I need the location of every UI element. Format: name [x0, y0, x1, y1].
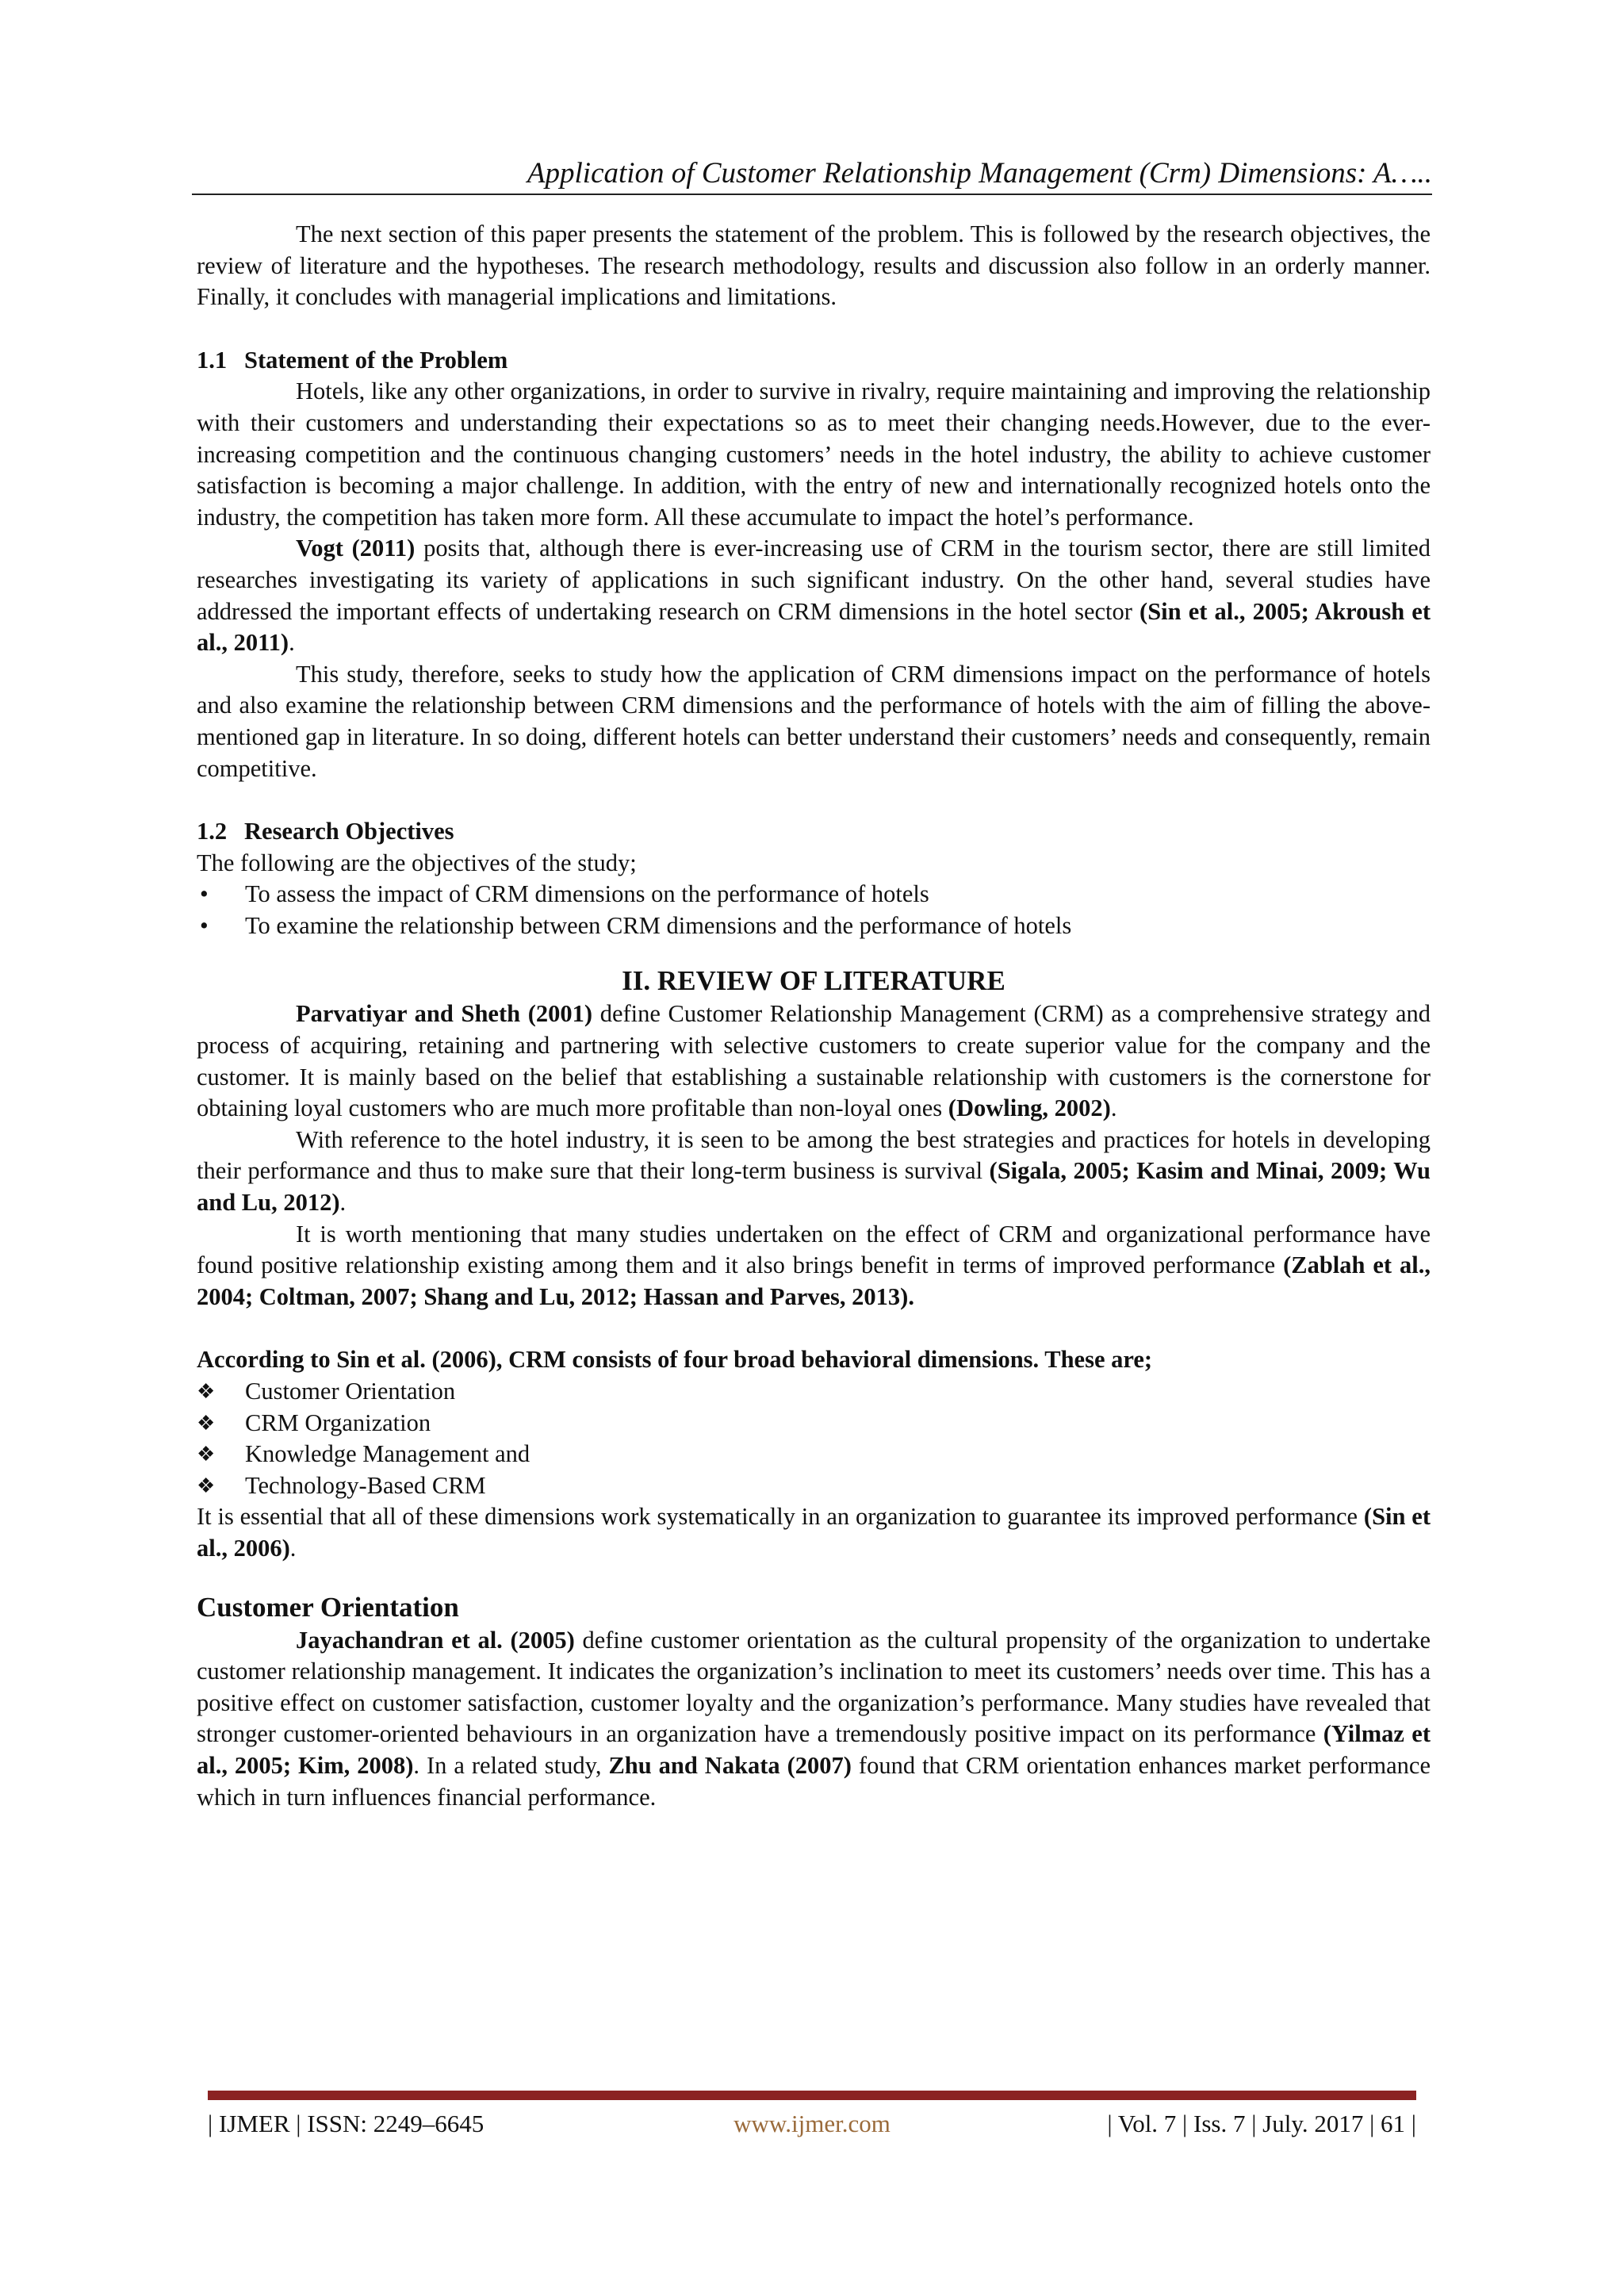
- page-footer: [208, 2108, 1416, 2140]
- citation: (Yilmaz et al., 2005; Kim, 2008): [197, 1720, 1431, 1779]
- section-number: 1.2: [197, 818, 228, 845]
- section-title: Research Objectives: [244, 818, 454, 845]
- list-item: [197, 1408, 1431, 1439]
- citation: (Sin et al., 2005; Akroush et al., 2011): [197, 597, 1431, 657]
- paragraph-text: .: [339, 1189, 347, 1217]
- section-heading-1-2: [197, 816, 1431, 848]
- paragraph-text: With reference to the hotel industry, it is seen to be among the best strategies and practices for hotels in developing their performance and thus to make sure that their long-term business is survival: [197, 1125, 1431, 1185]
- objectives-list: [197, 879, 1431, 941]
- citation: (Zablah et al., 2004; Coltman, 2007; Shang and Lu, 2012; Hassan and Parves, 2013).: [197, 1251, 1431, 1310]
- section-heading-2: II. REVIEW OF LITERATURE: [622, 965, 1005, 997]
- list-item-text: To examine the relationship between CRM dimensions and the performance of hotels: [245, 911, 1072, 939]
- list-item-text: Knowledge Management and: [245, 1440, 530, 1468]
- paragraph-text: It is worth mentioning that many studies undertaken on the effect of CRM and organizational performance have found positive relationship existing among them and it also brings benefit in terms of improved performance: [197, 1220, 1431, 1279]
- citation: Zhu and Nakata (2007): [608, 1751, 852, 1779]
- citation: (Dowling, 2002): [948, 1094, 1111, 1122]
- citation: (Sin et al., 2006): [197, 1503, 1431, 1562]
- paragraph-text: .: [289, 629, 295, 657]
- journal-issn: | IJMER | ISSN: 2249–6645: [208, 2110, 485, 2137]
- paragraph-text: found that CRM orientation enhances market performance which in turn influences financial performance.: [197, 1751, 1431, 1811]
- problem-paragraph-1: Hotels, like any other organizations, in order to survive in rivalry, require maintaining and improving the relationship with their customers and understanding their expectations so as to meet their changing needs.However, due to the ever-increasing competition and the continuous changing customers’ needs in the hotel industry, the ability to achieve customer satisfaction is becoming a major challenge. In addition, with the entry of new and internationally recognized hotels onto the industry, the competition has taken more form. All these accumulate to impact the hotel’s performance.: [197, 378, 1431, 531]
- paragraph-text: define Customer Relationship Management (CRM) as a comprehensive strategy and process of acquiring, retaining and partnering with selective customers to create superior value for the company and the customer. It is mainly based on the belief that establishing a sustainable relationship with customers is the cornerstone for obtaining loyal customers who are much more profitable than non-loyal ones: [197, 1000, 1431, 1122]
- paragraph-text: define customer orientation as the cultural propensity of the organization to undertake customer relationship management. It indicates the organization’s inclination to meet its customers’ needs over time. This has a positive effect on customer satisfaction, customer loyalty and the organization’s performance. Many studies have revealed that stronger customer-oriented behaviours in an organization have a tremendously positive impact on its performance: [197, 1626, 1431, 1748]
- paragraph-text: posits that, although there is ever-increasing use of CRM in the tourism sector, there are still limited researches investigating its variety of applications in such significant industry. On the other hand, several studies have addressed the important effects of undertaking research on CRM dimensions in the hotel sector: [197, 535, 1431, 625]
- dimensions-list: [197, 1376, 1431, 1501]
- review-paragraph-4: [197, 1501, 1431, 1564]
- diamond-bullet-icon: ❖: [197, 1474, 216, 1497]
- citation: (Sigala, 2005; Kasim and Minai, 2009; Wu and Lu, 2012): [197, 1157, 1431, 1217]
- list-item-text: Technology-Based CRM: [245, 1471, 486, 1499]
- section-heading-1-1: [197, 345, 1431, 377]
- review-paragraph-2: [197, 1125, 1431, 1219]
- subsection-heading-customer-orientation: Customer Orientation: [197, 1591, 459, 1623]
- section-title: Statement of the Problem: [244, 346, 508, 374]
- list-item-text: To assess the impact of CRM dimensions on the performance of hotels: [245, 880, 929, 908]
- article-body: [197, 219, 1431, 1813]
- customer-orientation-paragraph: [197, 1625, 1431, 1814]
- diamond-bullet-icon: ❖: [197, 1411, 216, 1435]
- volume-issue-page: | Vol. 7 | Iss. 7 | July. 2017 | 61 |: [1107, 2110, 1416, 2137]
- diamond-bullet-icon: ❖: [197, 1443, 216, 1466]
- paragraph-text: . In a related study,: [413, 1751, 609, 1779]
- dimensions-intro: According to Sin et al. (2006), CRM consists of four broad behavioral dimensions. These are;: [197, 1346, 1153, 1374]
- journal-website-link[interactable]: www.ijmer.com: [733, 2110, 891, 2137]
- citation: Vogt (2011): [296, 535, 416, 562]
- list-item: [197, 910, 1431, 942]
- list-item-text: CRM Organization: [245, 1409, 431, 1436]
- citation: Jayachandran et al. (2005): [296, 1626, 575, 1654]
- citation: Parvatiyar and Sheth (2001): [296, 1000, 593, 1028]
- paragraph-text: .: [1110, 1094, 1117, 1122]
- review-paragraph-1: [197, 999, 1431, 1124]
- list-item: [197, 879, 1431, 910]
- footer-bar: [208, 2091, 1416, 2100]
- intro-paragraph: The next section of this paper presents the statement of the problem. This is followed by the research objectives, the review of literature and the hypotheses. The research methodology, results and discussion also follow in an orderly manner. Finally, it concludes with managerial implications and limitations.: [197, 220, 1431, 311]
- review-paragraph-3: [197, 1219, 1431, 1313]
- paragraph-text: .: [289, 1534, 297, 1562]
- bullet-icon: •: [200, 911, 209, 939]
- bullet-icon: •: [200, 880, 209, 908]
- running-header: Application of Customer Relationship Management (Crm) Dimensions: A…..: [527, 157, 1432, 190]
- list-item: [197, 1470, 1431, 1502]
- list-item-text: Customer Orientation: [245, 1378, 456, 1405]
- paragraph-text: It is essential that all of these dimensions work systematically in an organization to guarantee its improved performance: [197, 1503, 1364, 1531]
- objectives-intro: The following are the objectives of the study;: [197, 849, 637, 876]
- header-rule: [192, 194, 1432, 195]
- list-item: [197, 1376, 1431, 1408]
- diamond-bullet-icon: ❖: [197, 1380, 216, 1403]
- list-item: [197, 1439, 1431, 1470]
- section-number: 1.1: [197, 346, 228, 374]
- problem-paragraph-3: This study, therefore, seeks to study how the application of CRM dimensions impact on the performance of hotels and also examine the relationship between CRM dimensions and the performance of hotels with the aim of filling the above-mentioned gap in literature. In so doing, different hotels can better understand their customers’ needs and consequently, remain competitive.: [197, 660, 1431, 782]
- problem-paragraph-2: [197, 533, 1431, 658]
